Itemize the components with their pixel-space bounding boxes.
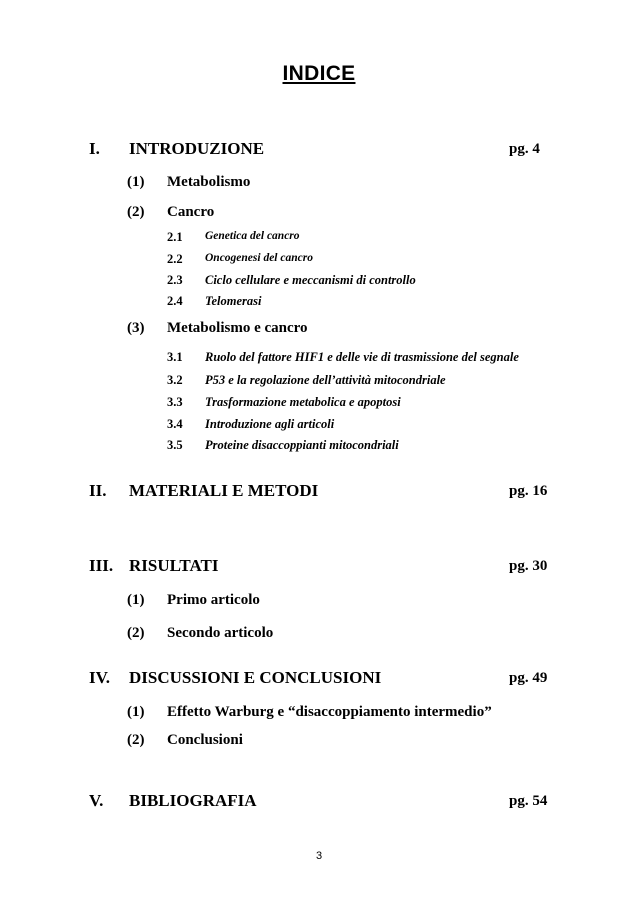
chapter-title: INTRODUZIONE bbox=[129, 139, 265, 158]
subsection-title: P53 e la regolazione dell’attività mitocondriale bbox=[205, 373, 446, 387]
subsection-number: 3.4 bbox=[167, 417, 183, 431]
subsection-title: Oncogenesi del cancro bbox=[205, 252, 313, 264]
section-title: Primo articolo bbox=[167, 592, 260, 608]
section-title: Cancro bbox=[167, 204, 215, 220]
subsection-number: 3.3 bbox=[167, 395, 183, 409]
chapter-page: pg. 54 bbox=[509, 793, 548, 809]
subsection-title: Trasformazione metabolica e apoptosi bbox=[205, 395, 401, 409]
chapter-number: II. bbox=[89, 481, 107, 500]
section-title: Secondo articolo bbox=[167, 625, 274, 641]
subsection-title: Proteine disaccoppianti mitocondriali bbox=[205, 438, 399, 452]
subsection-title: Ruolo del fattore HIF1 e delle vie di trasmissione del segnale bbox=[205, 350, 519, 364]
subsection-title: Ciclo cellulare e meccanismi di controllo bbox=[205, 273, 416, 287]
chapter-title: MATERIALI E METODI bbox=[129, 481, 319, 500]
section-number: (2) bbox=[127, 732, 145, 748]
subsection-number: 3.2 bbox=[167, 373, 183, 387]
section-title: Metabolismo e cancro bbox=[167, 320, 308, 336]
chapter-page: pg. 49 bbox=[509, 670, 548, 686]
chapter-title: BIBLIOGRAFIA bbox=[129, 791, 257, 810]
section-title: Metabolismo bbox=[167, 174, 251, 190]
chapter-page: pg. 4 bbox=[509, 141, 540, 157]
page-number: 3 bbox=[315, 850, 323, 862]
section-title: Conclusioni bbox=[167, 732, 243, 748]
section-number: (2) bbox=[127, 204, 145, 220]
chapter-page: pg. 16 bbox=[509, 483, 548, 499]
subsection-title: Telomerasi bbox=[205, 294, 262, 308]
chapter-title: DISCUSSIONI E CONCLUSIONI bbox=[129, 668, 382, 687]
section-number: (2) bbox=[127, 625, 145, 641]
chapter-title: RISULTATI bbox=[129, 556, 219, 575]
section-number: (1) bbox=[127, 704, 145, 720]
subsection-number: 3.1 bbox=[167, 350, 183, 364]
chapter-number: III. bbox=[89, 556, 114, 575]
chapter-number: I. bbox=[89, 139, 100, 158]
subsection-number: 2.3 bbox=[167, 273, 183, 287]
section-title: Effetto Warburg e “disaccoppiamento intermedio” bbox=[167, 704, 492, 720]
subsection-title: Introduzione agli articoli bbox=[205, 417, 335, 431]
section-number: (3) bbox=[127, 320, 145, 336]
subsection-title: Genetica del cancro bbox=[205, 230, 300, 242]
subsection-number: 2.2 bbox=[167, 252, 183, 266]
subsection-number: 3.5 bbox=[167, 438, 183, 452]
subsection-number: 2.1 bbox=[167, 230, 183, 244]
subsection-number: 2.4 bbox=[167, 294, 183, 308]
page-title: INDICE bbox=[282, 62, 356, 85]
chapter-number: V. bbox=[89, 791, 104, 810]
chapter-page: pg. 30 bbox=[509, 558, 548, 574]
section-number: (1) bbox=[127, 592, 145, 608]
chapter-number: IV. bbox=[89, 668, 110, 687]
section-number: (1) bbox=[127, 174, 145, 190]
